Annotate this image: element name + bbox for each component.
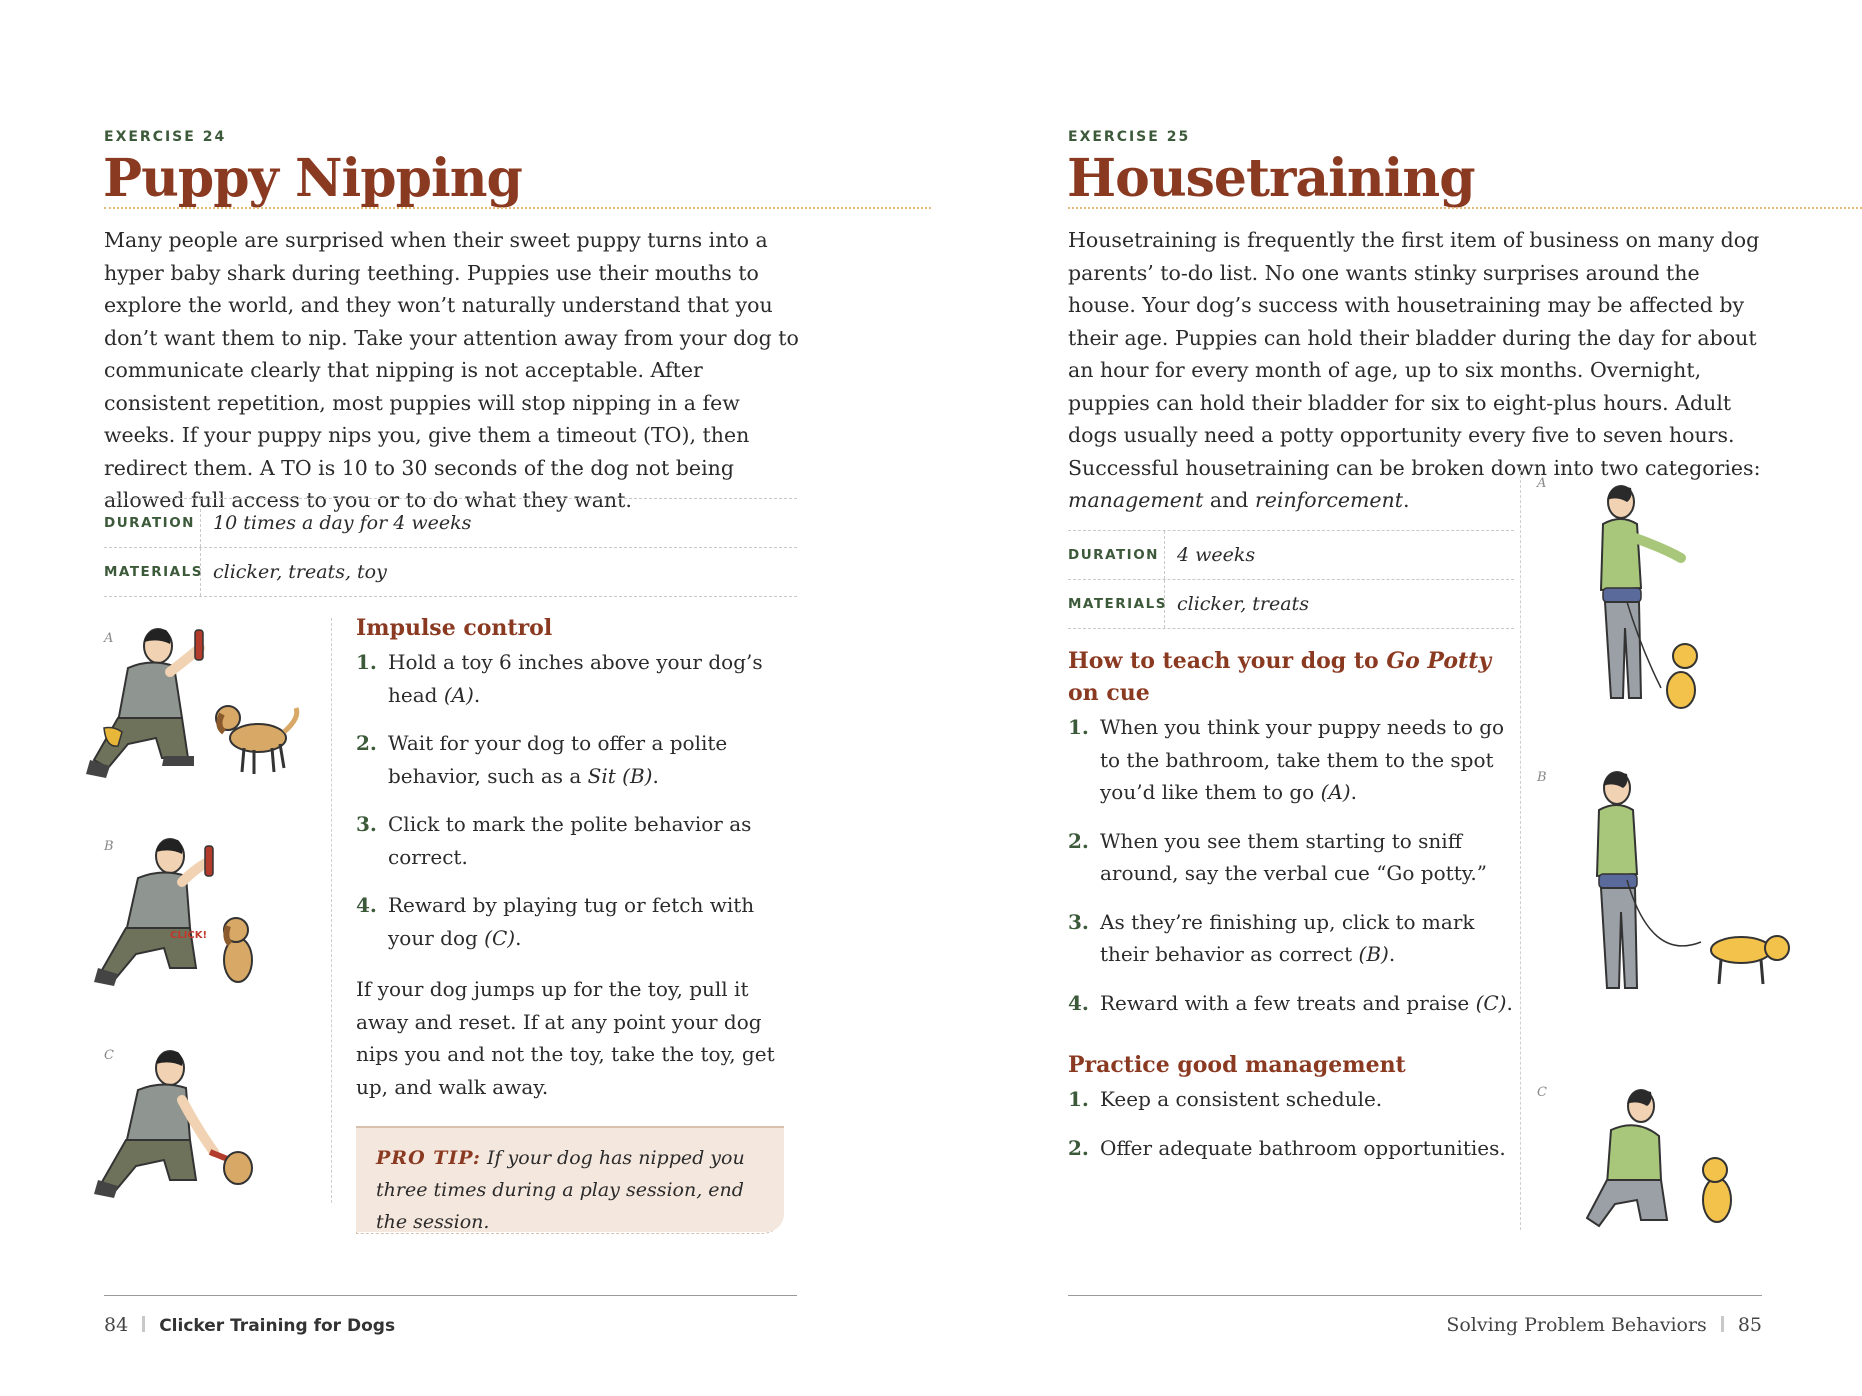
- figure-divider: [1520, 470, 1521, 1230]
- duration-label: DURATION: [1068, 531, 1165, 579]
- page-number: 85: [1737, 1314, 1762, 1336]
- right-page: [931, 0, 1862, 1396]
- step-item: 3. As they’re finishing up, click to mark their behavior as correct (B).: [1068, 909, 1475, 966]
- page-title: Housetraining: [1067, 148, 1475, 209]
- footer-right: [1446, 1314, 1762, 1336]
- woman-puppy-sniffing-illustration: [1571, 762, 1811, 1002]
- materials-value: clicker, treats, toy: [213, 561, 387, 583]
- pro-tip-label: PRO TIP:: [376, 1147, 481, 1169]
- footer-rule: [1068, 1295, 1762, 1296]
- step-item: 4. Reward by playing tug or fetch with your dog (C).: [356, 893, 755, 950]
- step-item: 1. Hold a toy 6 inches above your dog’s head (A).: [356, 650, 763, 707]
- closing-paragraph: If your dog jumps up for the toy, pull it away and reset. If at any point your dog nips you and not the toy, take the toy, get up, and walk away.: [356, 977, 775, 1099]
- duration-row: [1068, 530, 1514, 580]
- meta-table: [1068, 530, 1514, 629]
- figure-label-a: A: [1537, 476, 1547, 491]
- book-title: Clicker Training for Dogs: [159, 1316, 396, 1336]
- section-title-go-potty: How to teach your dog to Go Potty on cue: [1068, 648, 1492, 706]
- section-title-impulse: Impulse control: [356, 615, 553, 641]
- materials-row: [1068, 580, 1514, 629]
- step-item: 4. Reward with a few treats and praise (C).: [1068, 990, 1513, 1015]
- section-title-management: Practice good management: [1068, 1052, 1406, 1078]
- materials-value: clicker, treats: [1177, 593, 1309, 615]
- title-rule: [104, 207, 931, 209]
- figure-divider: [331, 618, 332, 1203]
- title-rule: [1068, 207, 1862, 209]
- figure-label-c: C: [104, 1048, 114, 1063]
- chapter-title: Solving Problem Behaviors: [1446, 1314, 1707, 1336]
- intro-paragraph: Housetraining is frequently the first item of business on many dog parents’ to-do list. No one wants stinky surprises around the house. Your dog’s success with housetraining may be affected by their age. Puppies can hold their bladder during the day for about an hour for every month of age, up to six months. Overnight, puppies can hold their bladder for six to eight-plus hours. Adult dogs usually need a potty opportunity every five to seven hours. Successful housetraining can be broken down into two categories: management and reinforcement.: [1068, 228, 1761, 512]
- figure-label-a: A: [104, 631, 114, 646]
- figure-label-c: C: [1537, 1085, 1547, 1100]
- step-item: 2. Wait for your dog to offer a polite behavior, such as a Sit (B).: [356, 731, 728, 788]
- materials-label: MATERIALS: [104, 548, 201, 596]
- page-title: Puppy Nipping: [103, 148, 522, 209]
- duration-value: 10 times a day for 4 weeks: [213, 512, 472, 534]
- man-playing-tug-illustration: [78, 1040, 258, 1210]
- step-item: 1. Keep a consistent schedule.: [1068, 1087, 1383, 1111]
- pro-tip-text: If your dog has nipped you three times during a play session, end the session.: [376, 1147, 745, 1233]
- meta-table: [104, 498, 797, 597]
- step-item: 1. When you think your puppy needs to go to the bathroom, take them to the spot you’d like them to go (A).: [1068, 715, 1505, 804]
- duration-label: DURATION: [104, 499, 201, 547]
- go-potty-steps: [1068, 711, 1514, 1035]
- management-steps: [1068, 1083, 1514, 1180]
- materials-row: [104, 548, 797, 597]
- intro-paragraph: Many people are surprised when their sweet puppy turns into a hyper baby shark during teething. Puppies use their mouths to explore the world, and they won’t naturally understand that you don’t want them to nip. Take your attention away from your dog to communicate clearly that nipping is not acceptable. After consistent repetition, most puppies will stop nipping in a few weeks. If your puppy nips you, give them a timeout (TO), then redirect them. A TO is 10 to 30 seconds of the dog not being allowed full access to you or to do what they want.: [104, 228, 799, 512]
- footer-separator: [142, 1316, 145, 1332]
- page-number: 84: [104, 1314, 129, 1336]
- materials-label: MATERIALS: [1068, 580, 1165, 628]
- footer-rule: [104, 1295, 797, 1296]
- exercise-label: EXERCISE 24: [104, 129, 227, 145]
- duration-row: [104, 498, 797, 548]
- figure-label-b: B: [104, 839, 114, 854]
- duration-value: 4 weeks: [1177, 544, 1256, 566]
- impulse-steps: [356, 646, 800, 970]
- man-click-sit-illustration: [78, 828, 278, 998]
- figure-label-b: B: [1537, 770, 1547, 785]
- pro-tip-box: [356, 1126, 784, 1232]
- exercise-label: EXERCISE 25: [1068, 129, 1191, 145]
- footer-left: [104, 1314, 395, 1336]
- footer-separator: [1721, 1316, 1724, 1332]
- woman-praising-puppy-illustration: [1571, 1080, 1771, 1240]
- step-item: 2. Offer adequate bathroom opportunities.: [1068, 1135, 1506, 1160]
- click-text: CLICK!: [170, 930, 208, 941]
- woman-pointing-puppy-illustration: [1571, 478, 1791, 718]
- step-item: 2. When you see them starting to sniff around, say the verbal cue “Go potty.”: [1068, 828, 1487, 885]
- step-item: 3. Click to mark the polite behavior as correct.: [356, 812, 752, 869]
- man-holding-toy-illustration: [78, 618, 318, 788]
